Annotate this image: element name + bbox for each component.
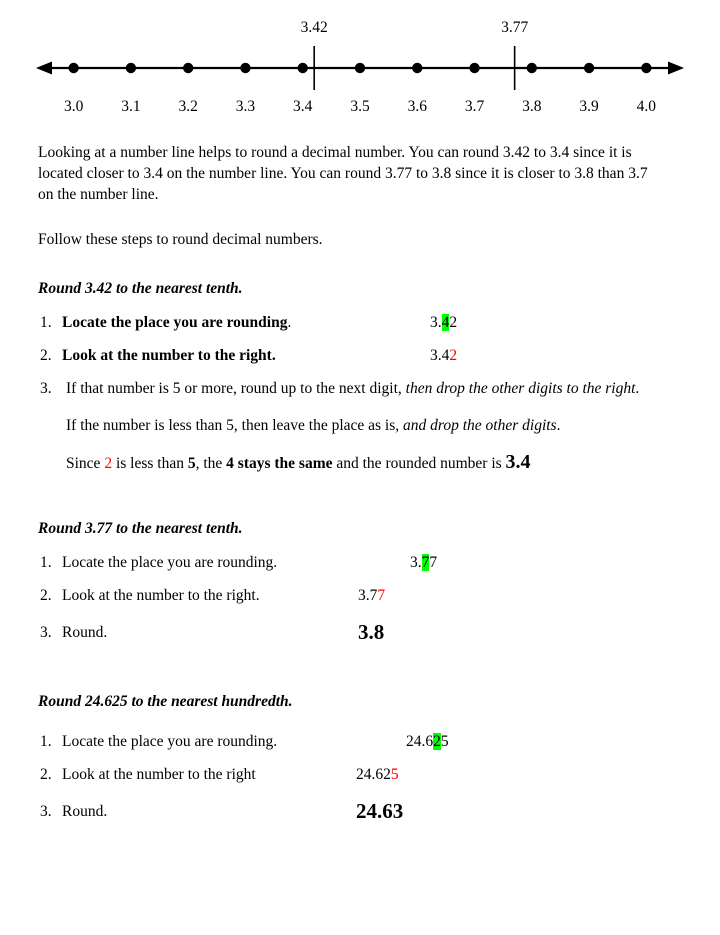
section-1-step-2 <box>38 345 696 366</box>
section-1-conclusion-line <box>66 452 696 474</box>
value-suffix: 2 <box>449 314 458 331</box>
number-line-axis-label: 3.9 <box>579 98 599 115</box>
number-line-figure <box>0 0 720 128</box>
step-label: Round. <box>62 624 108 641</box>
step-number: 2. <box>40 587 52 604</box>
step-label: Locate the place you are rounding. <box>62 554 278 571</box>
value-highlighted-digit: 2 <box>433 733 441 750</box>
number-line-point <box>469 63 479 73</box>
section-3-steps <box>38 731 696 822</box>
step-label <box>62 312 291 333</box>
section-2-steps <box>38 552 696 643</box>
section-1-step-3 <box>38 378 696 474</box>
number-line-axis-label: 3.5 <box>350 98 370 115</box>
step-2-value <box>430 345 457 366</box>
step-label: Look at the number to the right. <box>62 587 260 604</box>
intro-line-3: on the number line. <box>38 186 159 203</box>
rule-text-italic: and drop the other digits <box>403 417 557 434</box>
axis-arrow-right <box>668 62 684 75</box>
step-label <box>66 378 696 399</box>
section-3-heading: Round 24.625 to the nearest hundredth. <box>38 693 293 710</box>
section-3-step-2 <box>38 764 696 785</box>
number-line-point <box>641 63 651 73</box>
section-2-step-2 <box>38 585 696 606</box>
value-prefix: 24.6 <box>406 733 434 750</box>
section-3-step-1 <box>38 731 696 752</box>
axis-arrow-left <box>36 62 52 75</box>
step-label: Round. <box>62 803 108 820</box>
intro-line-2: located closer to 3.4 on the number line. You can round 3.77 to 3.8 since it is closer to 3.8 than 3.7 <box>38 165 648 182</box>
number-line-axis-label: 3.0 <box>63 98 84 115</box>
section-1-steps <box>38 312 696 474</box>
value-prefix: 3. <box>410 554 422 571</box>
follow-steps-line: Follow these steps to round decimal numbers. <box>38 231 323 248</box>
step-1-value <box>430 312 457 333</box>
section-2-answer: 3.8 <box>358 620 385 644</box>
number-line-point <box>240 63 250 73</box>
conclusion-answer: 3.4 <box>505 451 531 473</box>
section-3-answer: 24.63 <box>356 799 404 823</box>
number-line-axis-label: 3.2 <box>178 98 198 115</box>
number-line-point <box>126 63 136 73</box>
value-highlighted-digit: 4 <box>441 314 450 331</box>
number-line-axis-label: 3.7 <box>464 98 485 115</box>
step-number: 2. <box>40 347 52 364</box>
step-2-value <box>356 764 399 785</box>
value-prefix: 3. <box>430 314 442 331</box>
number-line-point <box>298 63 308 73</box>
number-line-axis-label: 3.3 <box>235 98 256 115</box>
step-label: Look at the number to the right. <box>62 347 276 364</box>
step-label: Locate the place you are rounding. <box>62 733 278 750</box>
step-label-period: . <box>287 314 292 331</box>
step-number: 1. <box>40 554 52 571</box>
step-number: 3. <box>40 803 52 820</box>
conclusion-part-4: and the rounded number is <box>332 455 506 472</box>
step-2-value <box>358 585 385 606</box>
number-line-point <box>412 63 422 73</box>
section-2-step-3 <box>38 622 696 643</box>
step-number: 3. <box>40 624 52 641</box>
section-1-step-1 <box>38 312 696 333</box>
section-1-heading: Round 3.42 to the nearest tenth. <box>38 280 243 297</box>
conclusion-bold-phrase: 4 stays the same <box>226 455 333 472</box>
number-line-point <box>527 63 537 73</box>
value-red-digit: 7 <box>377 587 386 604</box>
conclusion-red-digit: 2 <box>104 455 113 472</box>
number-line-point <box>355 63 365 73</box>
step-label-text: Locate the place you are rounding <box>62 314 288 331</box>
document-body <box>0 142 720 822</box>
conclusion-bold-five: 5 <box>187 455 196 472</box>
step-number: 2. <box>40 766 52 783</box>
step-number: 1. <box>40 733 52 750</box>
number-line-axis-label: 3.1 <box>121 98 141 115</box>
value-red-digit: 2 <box>449 347 458 364</box>
step-1-value <box>410 552 437 573</box>
number-line-axis-label: 3.6 <box>407 98 427 115</box>
section-2-step-1 <box>38 552 696 573</box>
intro-paragraph <box>38 142 696 205</box>
conclusion-part-1: Since <box>66 455 105 472</box>
conclusion-part-3: , the <box>195 455 227 472</box>
number-line-marker-label: 3.42 <box>300 19 328 36</box>
value-prefix: 3.7 <box>358 587 378 604</box>
step-3-text-period: . <box>635 380 640 397</box>
section-2-heading: Round 3.77 to the nearest tenth. <box>38 520 243 537</box>
number-line-axis-label: 4.0 <box>636 98 657 115</box>
value-prefix: 24.62 <box>356 766 391 783</box>
step-number: 1. <box>40 314 52 331</box>
value-prefix: 3.4 <box>430 347 450 364</box>
value-suffix: 5 <box>440 733 449 750</box>
number-line-point <box>68 63 78 73</box>
value-red-digit: 5 <box>390 766 399 783</box>
intro-line-1: Looking at a number line helps to round a decimal number. You can round 3.42 to 3.4 since it is <box>38 144 632 161</box>
step-1-value <box>406 731 449 752</box>
step-number: 3. <box>40 380 52 397</box>
step-3-text-italic: then drop the other digits to the right <box>405 380 636 397</box>
value-suffix: 7 <box>429 554 438 571</box>
rule-text-period: . <box>556 417 561 434</box>
rule-text-plain: If the number is less than 5, then leave the place as is, <box>66 417 400 434</box>
conclusion-part-2: is less than <box>112 455 188 472</box>
number-line-axis-label: 3.8 <box>522 98 542 115</box>
step-3-text-plain: If that number is 5 or more, round up to the next digit, <box>66 380 402 397</box>
step-label: Look at the number to the right <box>62 766 256 783</box>
number-line-marker-label: 3.77 <box>501 19 529 36</box>
section-3-step-3 <box>38 801 696 822</box>
number-line-axis-label: 3.4 <box>293 98 313 115</box>
number-line-point <box>183 63 193 73</box>
value-highlighted-digit: 7 <box>421 554 430 571</box>
section-1-rule-line <box>66 415 696 436</box>
number-line-point <box>584 63 594 73</box>
